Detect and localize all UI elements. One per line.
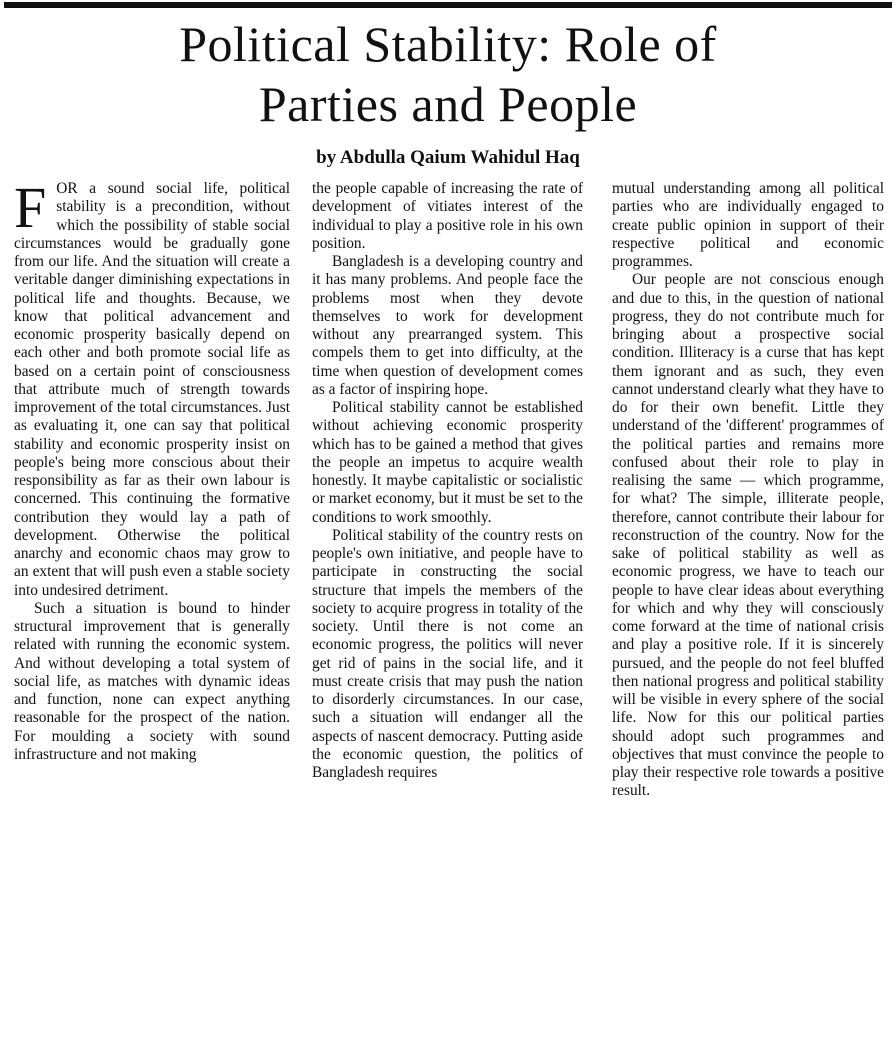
headline-line-2: Parties and People bbox=[258, 76, 638, 132]
article-column-3 bbox=[612, 180, 884, 1042]
top-rule bbox=[4, 2, 892, 8]
byline: by Abdulla Qaium Wahidul Haq bbox=[316, 147, 580, 168]
drop-cap: F bbox=[14, 180, 47, 240]
column-3-paragraph-2: Our people are not conscious enough and due to this, in the question of national progress, they do not contribute much for bringing about a prospective social condition. Illiteracy is a curse that has kept them ignorant and as such, they even cannot understand clearly what they have to do for their own benefit. Little they understand of the 'different' programmes of the political parties and remains more confused about their role to play in realising the same — which programme, for what? The simple, illiterate people, therefore, cannot contribute their labour for reconstruction of the country. Now for the sake of political stability as well as economic progress, we have to teach our people to have clear ideas about everything for which and why they will consciously come forward at the time of national crisis and play a positive role. If it is sincerely pursued, and the people do not feel bluffed then national progress and political stability will be visible in every sphere of the social life. Now for this our political parties should adopt such programmes and objectives that must convince the people to play their respective role towards a positive result. bbox=[612, 271, 884, 800]
column-1-paragraph-1 bbox=[14, 180, 290, 600]
column-2-paragraph-4: Political stability of the country rests on people's own initiative, and people have to participate in constructing the social structure that impels the members of the society to acquire progress in totality of the society. Until there is not come an economic progress, the politics will never get rid of pains in the social life, and it must create crisis that may push the nation to disorderly circumstances. In our case, such a situation will endanger all the aspects of nascent democracy. Putting aside the economic question, the politics of Bangladesh requires bbox=[312, 526, 583, 781]
column-1-paragraph-2: Such a situation is bound to hinder structural improvement that is generally related with running the economic system. And without developing a total system of social life, as matches with dynamic ideas and function, none can expect anything reasonable for the prospect of the nation. For moulding a society with sound infrastructure and not making bbox=[14, 599, 290, 763]
article-column-1 bbox=[14, 180, 290, 1042]
column-2-paragraph-2: Bangladesh is a developing country and it has many problems. And people face the problems most when they devote themselves to work for development without any prearranged system. This compels them to get into difficulty, at the time when question of development comes as a factor of inspiring hope. bbox=[312, 253, 583, 398]
column-3-paragraph-1: mutual understanding among all political parties who are individually engaged to create public opinion in support of their respective political and economic programmes. bbox=[612, 180, 884, 270]
headline-line-1: Political Stability: Role of bbox=[179, 16, 717, 72]
article-column-2 bbox=[312, 180, 583, 1042]
column-2-paragraph-1: the people capable of increasing the rate of development of vitiates interest of the individual to play a positive role in his own position. bbox=[312, 180, 583, 252]
headline bbox=[0, 14, 896, 134]
column-2-paragraph-3: Political stability cannot be established without achieving economic prosperity which has to be gained a method that gives the people an impetus to acquire wealth honestly. It maybe capitalistic or socialistic or market economy, but it must be set to the conditions to work smoothly. bbox=[312, 399, 583, 526]
column-1-paragraph-1-text: OR a sound social life, political stability is a precondition, without which the possibility of stable social circumstances would be gradually gone from our life. And the situation will create a veritable danger diminishing expectations in political life and thoughts. Because, we know that political advancement and economic prosperity basically depend on each other and both promote social life as based on a certain point of consciousness that attribute much of strength towards improvement of the total circumstances. Just as evaluating it, one can say that political stability and economic prosperity insist on people's being more conscious about their responsibility as far as their own labour is concerned. This continuing the formative contribution they would lay a path of development. Otherwise the political anarchy and economic chaos may grow to an extent that will push even a stable society into undesired detriment. bbox=[14, 180, 290, 599]
